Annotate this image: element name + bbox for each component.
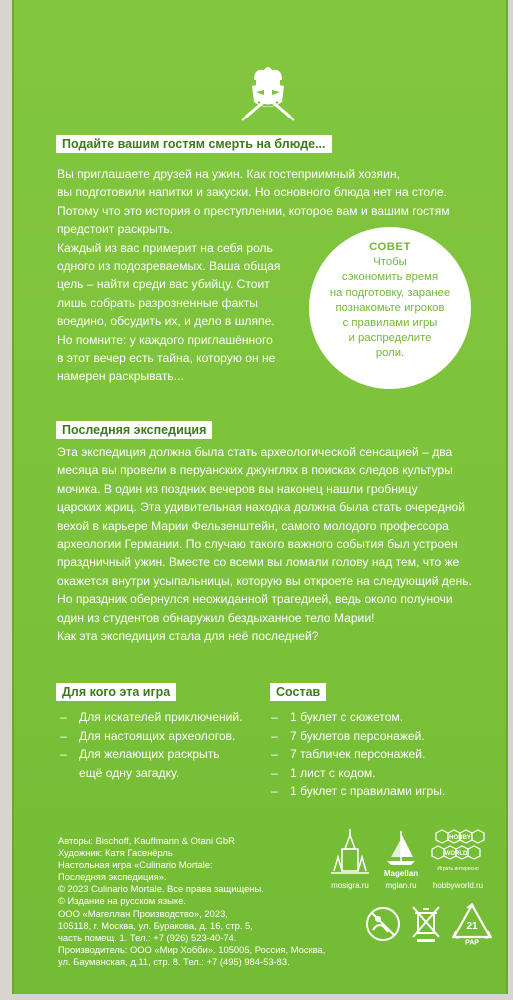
tip-line: сэкономить время xyxy=(341,271,439,284)
list-item: – Для настоящих археологов. xyxy=(60,728,236,743)
list-item: – 1 буклет с правилами игры. xyxy=(271,784,446,799)
list-item: – 1 буклет с сюжетом. xyxy=(271,710,404,724)
mosigra-url: mosigra.ru xyxy=(331,881,369,890)
section1-line: одного из подозреваемых. Ваша общая xyxy=(57,258,281,273)
section2-line: один из студентов обнаружил бездыханное тело Марии! xyxy=(57,610,375,625)
magellan-logo xyxy=(379,827,423,893)
magellan-url: mglan.ru xyxy=(385,881,417,890)
credits-line: часть помещ. 1. Тел.: +7 (926) 523-40-74. xyxy=(58,931,237,943)
magellan-name: Magellan xyxy=(383,869,419,878)
magellan-icon xyxy=(379,827,423,869)
section1-line: Каждый из вас примерит на себя роль xyxy=(57,240,273,255)
credits-line: Настольная игра «Culinario Mortale: xyxy=(58,859,213,871)
section1-line: Но помните: у каждого приглашённого xyxy=(57,332,273,347)
chef-skull-logo xyxy=(236,62,300,122)
list-item: – 7 буклетов персонажей. xyxy=(271,728,425,743)
list-item: – 1 лист с кодом. xyxy=(271,765,376,780)
section1-line: Потому что это история о преступлении, которое вам и вашим гостям xyxy=(57,203,450,218)
credits-line: 105118, г. Москва, ул. Буракова, д. 16, стр. 5, xyxy=(58,919,253,931)
credits-line: ООО «Магеллан Производство», 2023, xyxy=(58,907,228,919)
section2-line: вехой в карьере Марии Фельзенштейн, самого молодого профессора xyxy=(57,518,449,533)
hobbyworld-word-top: HOBBY xyxy=(449,835,471,841)
section1-line: намерен раскрывать... xyxy=(57,369,184,384)
section2-heading: Последняя экспедиция xyxy=(56,421,212,439)
tip-line: и распределите xyxy=(348,332,432,345)
tip-line: познакомьте игроков xyxy=(335,301,445,314)
tip-line: с правилами игры xyxy=(342,316,438,329)
for-whom-heading: Для кого эта игра xyxy=(56,683,176,701)
section2-line: археологии Германии. По случаю такого важного события был устроен xyxy=(57,536,458,551)
credits-line: © 2023 Culinario Mortale. Все права защищены. xyxy=(58,883,264,895)
section1-line: предстоит раскрыть. xyxy=(57,222,174,237)
section1-line: Вы приглашаете друзей на ужин. Как гостеприимный хозяин, xyxy=(57,167,400,181)
contents-heading: Состав xyxy=(270,683,326,701)
tip-title: СОВЕТ xyxy=(369,241,411,253)
section2-line: Как эта экспедиция стала для неё последней? xyxy=(57,628,319,643)
credits xyxy=(58,835,325,968)
section2-line: царских жриц. Эта удивительная находка должна была стать очередной xyxy=(57,500,465,515)
hobbyworld-tagline: Играть интересно xyxy=(437,866,479,872)
hobbyworld-url: hobbyworld.ru xyxy=(432,881,484,890)
recycle-code: PAP xyxy=(465,939,479,945)
list-item: – Для искателей приключений. xyxy=(60,710,243,724)
credits-line: Художник: Катя Гасенёрль xyxy=(58,847,173,859)
section1-heading: Подайте вашим гостям смерть на блюде... xyxy=(56,135,332,153)
section1-line: воедино, обсудить их, и дело в шляпе. xyxy=(57,314,275,329)
tip-line: на подготовку, заранее xyxy=(329,286,451,299)
recycle-number: 21 xyxy=(466,921,478,932)
credits-line: Производитель: ООО «Мир Хобби». 105005, Россия, Москва, xyxy=(58,943,326,955)
hobbyworld-icon xyxy=(428,827,488,877)
mosigra-logo xyxy=(329,827,371,893)
credits-line: Последняя экспедиция». xyxy=(58,871,167,883)
no-children-warning-icon xyxy=(364,905,402,943)
section2-line: мочика. В один из поздних вечеров вы наконец нашли гробницу xyxy=(57,481,418,496)
section2-line: Но праздник обернулся неожиданной трагедией, ведь около полуночи xyxy=(57,592,453,607)
section2-line: праздничный ужин. Вместе со всеми вы ломали голову над тем, что же xyxy=(57,555,460,570)
hobbyworld-logo xyxy=(428,827,488,893)
section1-line: в этот вечер есть тайна, которую он не xyxy=(57,350,276,365)
section1-line: вы подготовили напитки и закуски. Но основного блюда нет на столе. xyxy=(57,185,447,200)
credits-line: Авторы: Bischoff, Kauffmann & Otani GbR xyxy=(58,835,235,846)
tip-circle xyxy=(309,227,471,389)
section2-line: месяца вы провели в перуанских джунглях в поисках следов культуры xyxy=(57,463,453,478)
list-item-continuation: ещё одну загадку. xyxy=(79,765,180,780)
credits-line: ул. Бауманская, д.11, стр. 8. Тел.: +7 (495) 984-53-83. xyxy=(58,955,290,967)
tip-line: Чтобы xyxy=(373,256,407,269)
tip-line: роли. xyxy=(375,347,405,360)
hobbyworld-word-bottom: WORLD xyxy=(444,851,468,857)
list-item: – 7 табличек персонажей. xyxy=(271,747,426,762)
mosigra-icon xyxy=(329,827,371,879)
list-item: – Для желающих раскрыть xyxy=(60,747,220,762)
section1-line: цель – найти среди вас убийцу. Стоит xyxy=(57,277,270,292)
trash-bin-icon xyxy=(409,903,443,945)
section1-line: лишь собрать разрозненные факты xyxy=(57,295,258,310)
section2-line: Эта экспедиция должна была стать археологической сенсацией – два xyxy=(57,445,453,459)
for-whom-list xyxy=(60,708,243,782)
recycle-icon xyxy=(450,901,494,945)
contents-list xyxy=(271,708,445,801)
green-panel xyxy=(12,0,508,994)
section2-text xyxy=(57,443,472,645)
section2-line: окажется внутри усыпальницы, которую вы откроете на следующий день. xyxy=(57,573,472,588)
credits-line: © Издание на русском языке. xyxy=(58,895,186,907)
